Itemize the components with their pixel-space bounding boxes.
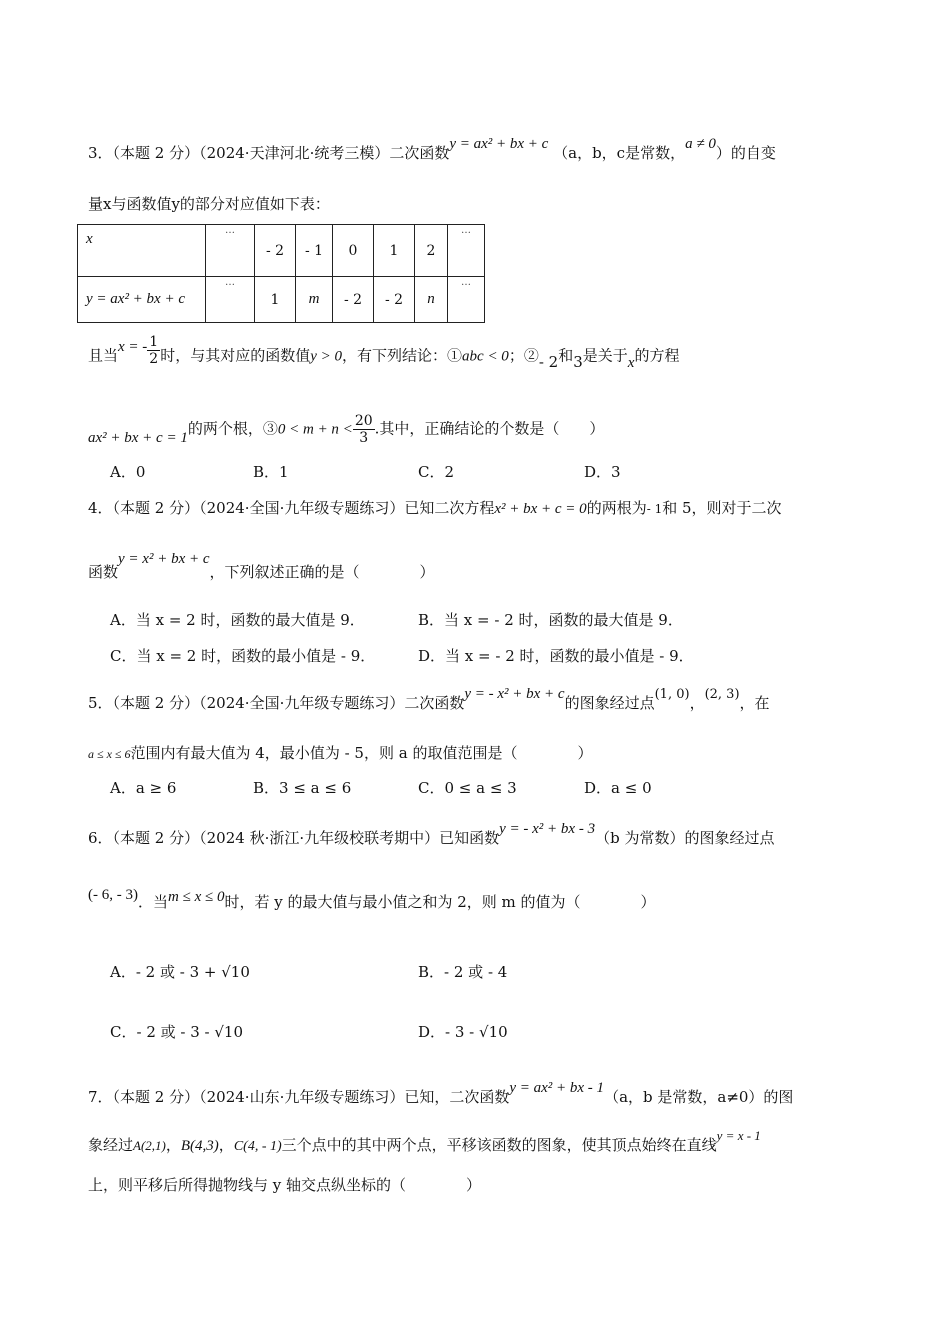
q5-line2: a ≤ x ≤ 6范围内有最大值为 4，最小值为 - 5，则 a 的取值范围是（ ） [88, 744, 593, 762]
q6-option-a[interactable]: A．- 2 或 - 3 + √10 [110, 963, 250, 981]
q7-line2: 象经过A(2,1)，B(4,3)，C(4, - 1)三个点中的其中两个点，平移该函数的图象，使其顶点始终在直线y = x - 1 [88, 1128, 761, 1154]
fraction: $\frac{20}{3}$ [354, 413, 373, 446]
q3-option-c[interactable]: C．2 [418, 463, 455, 481]
q6-line1: 6．（本题 2 分）（2024 秋·浙江·九年级校联考期中）已知函数y = - x² + bx - 3（b 为常数）的图象经过点 [88, 821, 775, 847]
q3-option-d[interactable]: D．3 [584, 463, 621, 481]
value-table [77, 224, 485, 323]
q4-option-a[interactable]: A．当 x = 2 时，函数的最大值是 9． [110, 611, 365, 629]
q5-option-b[interactable]: B．3 ≤ a ≤ 6 [253, 779, 352, 797]
q7-line3: 上，则平移后所得抛物线与 y 轴交点纵坐标的（ ） [88, 1176, 482, 1194]
q6-line2: (- 6, - 3)．当m ≤ x ≤ 0时，若 y 的最大值与最小值之和为 2，则 m 的值为（ ） [88, 887, 656, 911]
q4-line2: 函数y = x² + bx + c，下列叙述正确的是（ ） [88, 551, 435, 581]
q5-option-a[interactable]: A．a ≥ 6 [110, 779, 177, 797]
q3-line3: 且当x = - $\frac{1}{2}$ 时，与其对应的函数值y > 0，有下列结论：①abc < 0；②- 2和3是关于x的方程 [88, 334, 680, 371]
q4-line1: 4．（本题 2 分）（2024·全国·九年级专题练习）已知二次方程x² + bx + c = 0的两根为- 1和 5，则对于二次 [88, 499, 782, 517]
q4-option-b[interactable]: B．当 x = - 2 时，函数的最大值是 9． [418, 611, 683, 629]
q3-line2: 量x与函数值y的部分对应值如下表： [88, 195, 330, 213]
q4-option-c[interactable]: C．当 x = 2 时，函数的最小值是 - 9． [110, 647, 376, 665]
q3-option-a[interactable]: A．0 [110, 463, 146, 481]
q3-line4: ax² + bx + c = 1的两个根，③0 < m + n < $\frac{20}{3}$ .其中，正确结论的个数是（ ） [88, 413, 605, 446]
q3-line1: 3．（本题 2 分）（2024·天津河北·统考三模）二次函数y = ax² + bx + c （a，b，c是常数，a ≠ 0）的自变 [88, 136, 776, 162]
q6-option-d[interactable]: D．- 3 - √10 [418, 1023, 508, 1041]
q7-line1: 7．（本题 2 分）（2024·山东·九年级专题练习）已知，二次函数y = ax² + bx - 1（a，b 是常数，a≠0）的图 [88, 1080, 794, 1106]
q5-option-d[interactable]: D．a ≤ 0 [584, 779, 652, 797]
q6-option-c[interactable]: C．- 2 或 - 3 - √10 [110, 1023, 244, 1041]
table-row: x … - 2 - 1 0 1 2 … [78, 225, 485, 277]
fraction: $\frac{1}{2}$ [149, 334, 159, 367]
q6-option-b[interactable]: B．- 2 或 - 4 [418, 963, 508, 981]
q5-option-c[interactable]: C．0 ≤ a ≤ 3 [418, 779, 517, 797]
q3-function: y = ax² + bx + c [449, 136, 549, 152]
q3-option-b[interactable]: B．1 [253, 463, 289, 481]
q4-option-d[interactable]: D．当 x = - 2 时，函数的最小值是 - 9． [418, 647, 694, 665]
q5-line1: 5．（本题 2 分）（2024·全国·九年级专题练习）二次函数y = - x² + bx + c的图象经过点(1, 0)，(2, 3)，在 [88, 686, 770, 712]
table-row: y = ax² + bx + c … 1 m - 2 - 2 n … [78, 277, 485, 323]
